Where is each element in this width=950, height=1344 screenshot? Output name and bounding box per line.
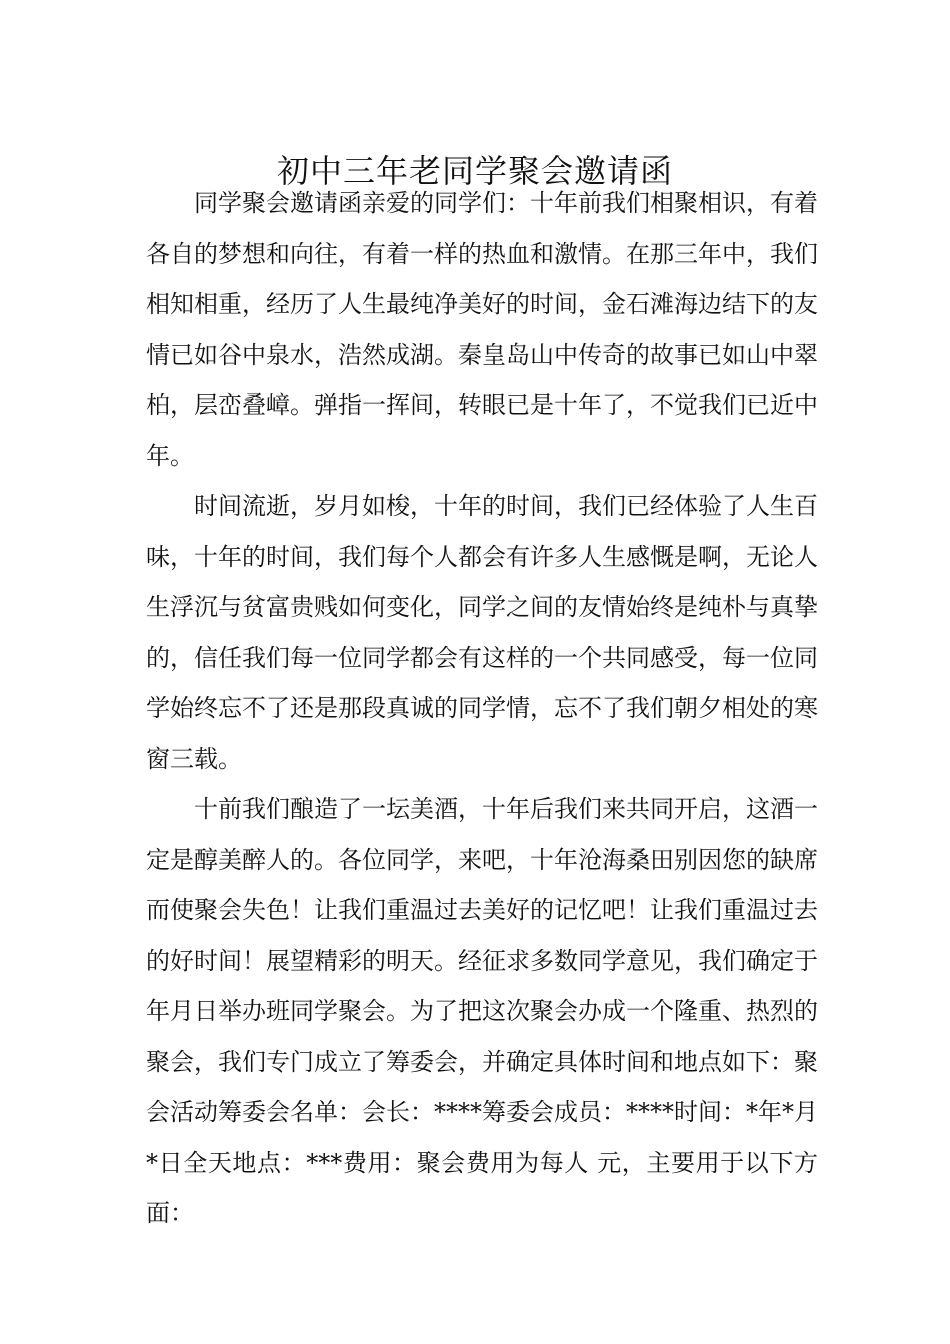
page-title: 初中三年老同学聚会邀请函 <box>276 152 673 191</box>
document-body <box>146 178 818 1239</box>
paragraph-1: 同学聚会邀请函亲爱的同学们：十年前我们相聚相识，有着各自的梦想和向往，有着一样的热血和激情。在那三年中，我们相知相重，经历了人生最纯净美好的时间，金石滩海边结下的友情已如谷中泉水，浩然成湖。秦皇岛山中传奇的故事已如山中翠柏，层峦叠嶂。弹指一挥间，转眼已是十年了，不觉我们已近中年。 <box>146 189 818 470</box>
paragraph-3: 十前我们酿造了一坛美酒，十年后我们来共同开启，这酒一定是醇美醉人的。各位同学，来吧，十年沧海桑田别因您的缺席而使聚会失色！让我们重温过去美好的记忆吧！让我们重温过去的好时间！展望精彩的明天。经征求多数同学意见，我们确定于年月日举办班同学聚会。为了把这次聚会办成一个隆重、热烈的聚会，我们专门成立了筹委会，并确定具体时间和地点如下：聚会活动筹委会名单：会长：****筹委会成员：****时间：*年*月*日全天地点：***费用：聚会费用为每人 元，主要用于以下方面： <box>146 795 818 1227</box>
paragraph-2: 时间流逝，岁月如梭，十年的时间，我们已经体验了人生百味，十年的时间，我们每个人都会有许多人生感慨是啊，无论人生浮沉与贫富贵贱如何变化，同学之间的友情始终是纯朴与真挚的，信任我们每一位同学都会有这样的一个共同感受，每一位同学始终忘不了还是那段真诚的同学情，忘不了我们朝夕相处的寒窗三载。 <box>146 492 818 773</box>
